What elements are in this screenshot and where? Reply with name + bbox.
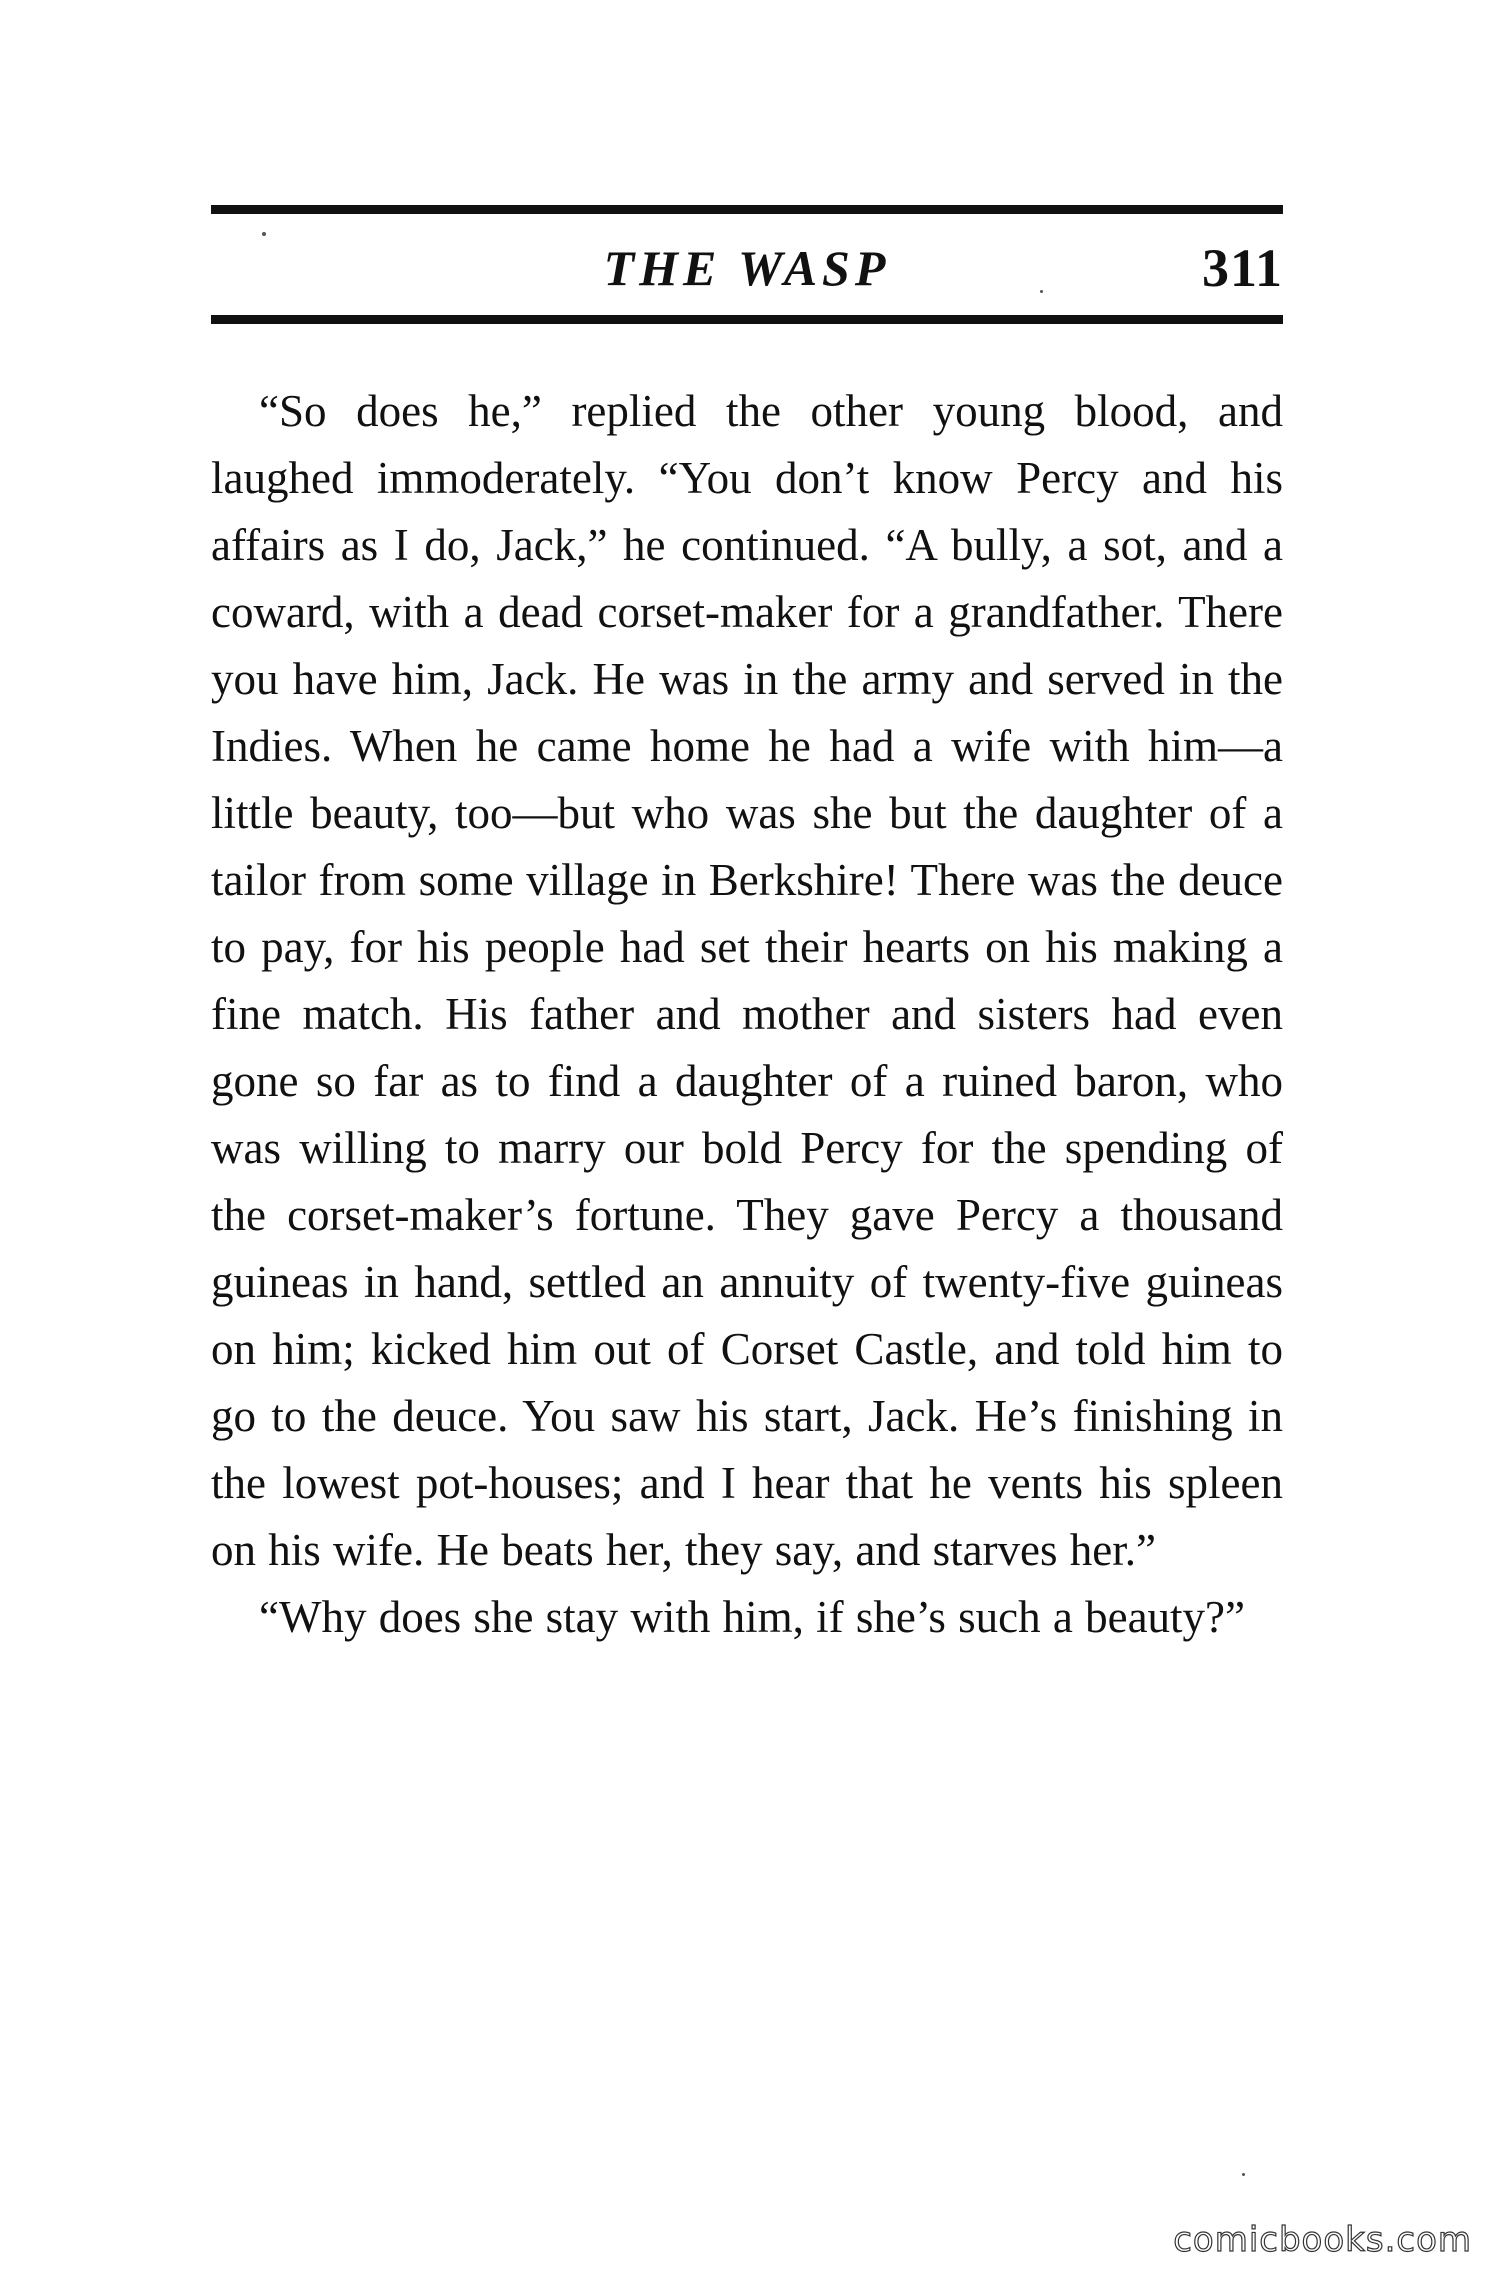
header-top-rule (211, 205, 1283, 214)
running-head (211, 228, 1283, 308)
page-number: 311 (1201, 238, 1283, 298)
body-text (211, 378, 1283, 1651)
print-speck (1242, 2173, 1245, 2176)
running-head-title: THE WASP (603, 240, 891, 296)
watermark: comicbooks.com (1173, 2220, 1472, 2260)
paragraph: “So does he,” replied the other young blood, and laughed immoderately. “You don’t know Percy and his affairs as I do, Jack,” he continued. “A bully, a sot, and a coward, with a dead corset-maker for a grandfather. There you have him, Jack. He was in the army and served in the Indies. When he came home he had a wife with him—a little beauty, too—but who was she but the daughter of a tailor from some village in Berkshire! There was the deuce to pay, for his people had set their hearts on his making a fine match. His father and mother and sisters had even gone so far as to find a daughter of a ruined baron, who was willing to marry our bold Percy for the spending of the corset-maker’s fortune. They gave Percy a thousand guineas in hand, settled an annuity of twenty-five guineas on him; kicked him out of Corset Castle, and told him to go to the deuce. You saw his start, Jack. He’s finishing in the lowest pot-houses; and I hear that he vents his spleen on his wife. He beats her, they say, and starves her.” (211, 386, 1283, 1575)
paragraph: “Why does she stay with him, if she’s such a beauty?” (259, 1592, 1246, 1642)
print-speck (1040, 290, 1043, 293)
header-bottom-rule (211, 315, 1283, 324)
print-speck (262, 232, 266, 236)
